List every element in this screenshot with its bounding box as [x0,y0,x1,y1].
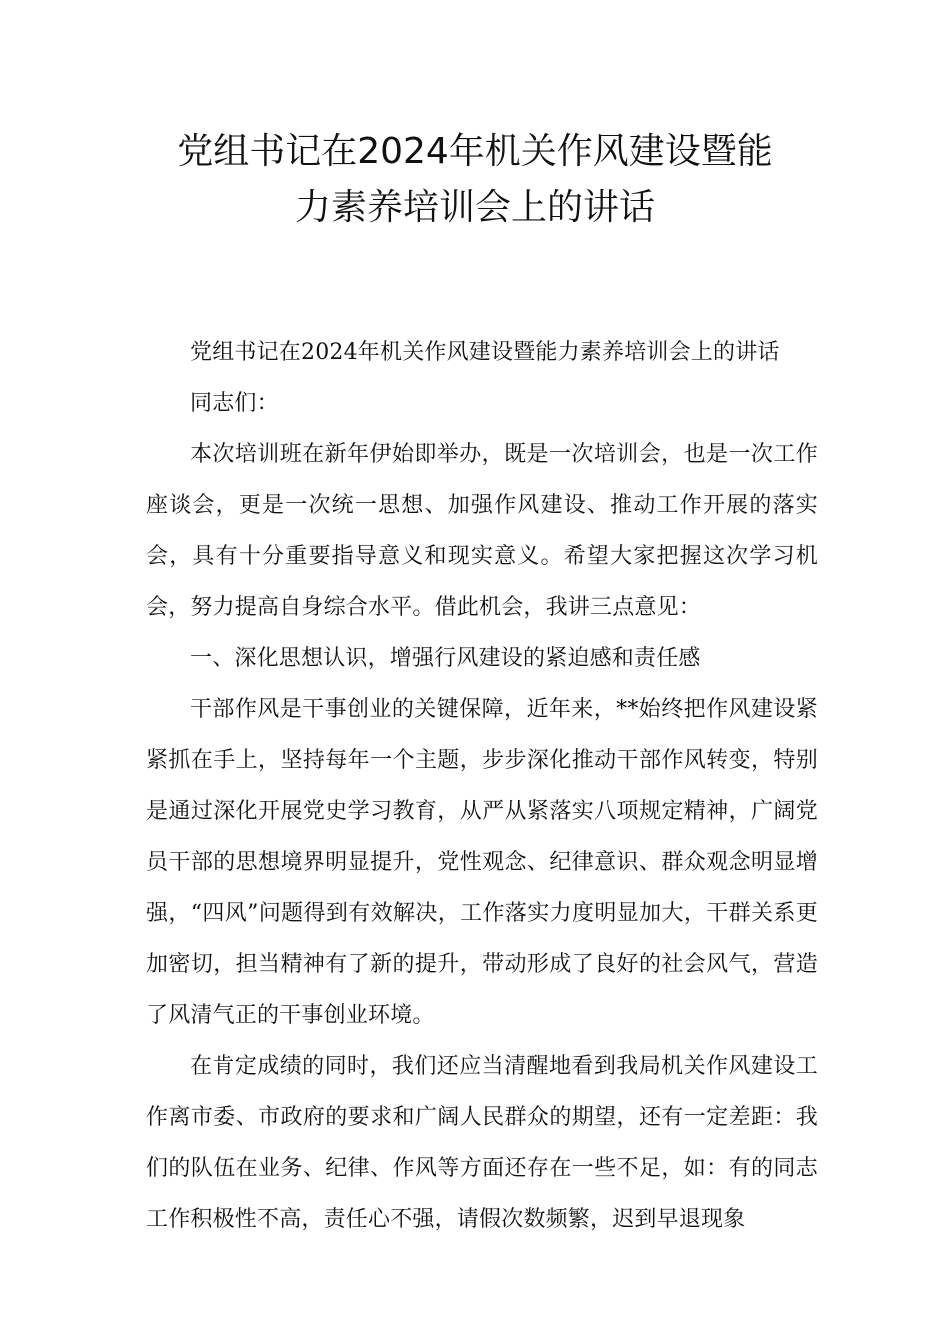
document-title [0,124,950,236]
body-paragraph: 干部作风是干事创业的关键保障，近年来，**始终把作风建设紧紧抓在手上，坚持每年一个主题，步步深化推动干部作风转变，特别是通过深化开展党史学习教育，从严从紧落实八项规定精神，广阔党员干部的思想境界明显提升，党性观念、纪律意识、群众观念明显增强，“四风”问题得到有效解决，工作落实力度明显加大，干群关系更加密切，担当精神有了新的提升，带动形成了良好的社会风气，营造了风清气正的干事创业环境。 [146,697,818,1028]
title-line-1: 党组书记在2024年机关作风建设暨能 [177,131,773,172]
subtitle-paragraph: 党组书记在2024年机关作风建设暨能力素养培训会上的讲话 [190,340,780,365]
title-line-2: 力素养培训会上的讲话 [294,187,655,228]
body-paragraph: 在肯定成绩的同时，我们还应当清醒地看到我局机关作风建设工作离市委、市政府的要求和广阔人民群众的期望，还有一定差距：我们的队伍在业务、纪律、作风等方面还存在一些不足，如：有的同志工作积极性不高，责任心不强，请假次数频繁，迟到早退现象 [146,1054,818,1232]
document-body [146,327,818,1245]
body-paragraph: 本次培训班在新年伊始即举办，既是一次培训会，也是一次工作座谈会，更是一次统一思想、加强作风建设、推动工作开展的落实会，具有十分重要指导意义和现实意义。希望大家把握这次学习机会，努力提高自身综合水平。借此机会，我讲三点意见： [146,442,818,620]
salutation-paragraph: 同志们： [190,391,279,416]
section-heading: 一、深化思想认识，增强行风建设的紧迫感和责任感 [190,646,701,671]
